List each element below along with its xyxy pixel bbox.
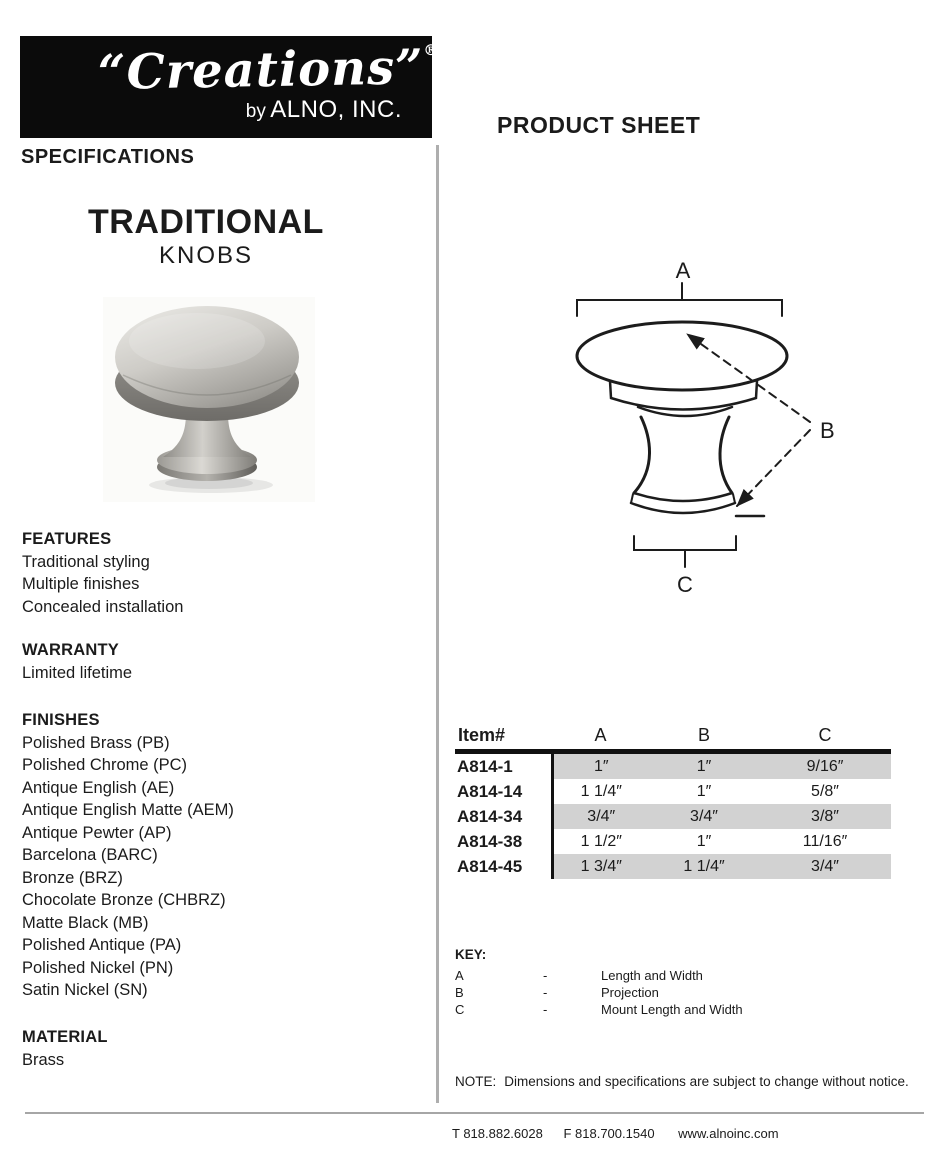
item-number-cell: A814-34 [455, 804, 552, 829]
dim-c-cell: 3/4″ [759, 854, 891, 879]
list-item: Traditional styling [22, 552, 150, 571]
section-warranty [22, 639, 424, 684]
dim-b-cell: 1″ [696, 832, 712, 850]
list-item: Antique English (AE) [22, 778, 175, 797]
item-number-cell: A814-1 [455, 752, 552, 780]
table-row [455, 752, 891, 780]
spec-table [455, 720, 891, 879]
section-finishes [22, 709, 424, 1002]
dim-b-cell: 3/4″ [649, 804, 759, 829]
key-entry-label: B [455, 985, 464, 1000]
footer-contact [452, 1126, 779, 1141]
note-text: Dimensions and specifications are subject to change without notice. [504, 1074, 909, 1089]
brand-logo-script [98, 39, 440, 101]
dimension-label-c: C [677, 572, 693, 597]
finishes-heading: FINISHES [22, 711, 100, 729]
list-item: Concealed installation [22, 597, 184, 616]
key-entry-description: Mount Length and Width [601, 1002, 743, 1017]
item-number-cell: A814-45 [455, 854, 552, 879]
material-list [22, 1049, 424, 1072]
list-item: Barcelona (BARC) [22, 846, 158, 864]
dim-c-cell: 11/16″ [802, 832, 848, 850]
key-list [455, 967, 743, 1018]
column-header-item: Item# [455, 720, 552, 752]
dim-c-cell: 5/8″ [811, 782, 839, 800]
material-heading: MATERIAL [22, 1028, 108, 1046]
warranty-heading: WARRANTY [22, 641, 119, 659]
footer-phone: T 818.882.6028 [452, 1126, 543, 1141]
brand-company-name: ALNO, INC. [270, 96, 402, 123]
dim-a-cell: 1 1/4″ [580, 782, 622, 800]
features-heading: FEATURES [22, 530, 112, 548]
key-entry [455, 967, 743, 984]
footer-website-link[interactable]: www.alnoinc.com [678, 1126, 779, 1141]
table-row [455, 854, 891, 879]
item-number-cell: A814-38 [455, 829, 552, 854]
product-type-subtitle: KNOBS [158, 242, 254, 269]
key-entry-label: C [455, 1002, 465, 1017]
key-entry-separator: - [543, 968, 548, 983]
dim-c-cell: 9/16″ [759, 752, 891, 780]
key-entry-description: Length and Width [601, 968, 703, 983]
list-item: Antique Pewter (AP) [22, 823, 172, 842]
registered-trademark-icon: ® [423, 41, 439, 60]
dim-a-cell: 1 1/2″ [580, 832, 622, 850]
brand-name: “Creations” [97, 39, 425, 101]
list-item: Bronze (BRZ) [22, 868, 123, 887]
dim-b-cell: 1″ [649, 752, 759, 780]
list-item: Polished Brass (PB) [22, 733, 170, 752]
dim-b-cell: 1 1/4″ [649, 854, 759, 879]
list-item: Satin Nickel (SN) [22, 981, 148, 999]
section-material [22, 1026, 424, 1071]
column-header-a: A [552, 720, 649, 752]
product-family-title: TRADITIONAL [88, 203, 324, 241]
vertical-divider [436, 145, 439, 1103]
key-entry-label: A [455, 968, 464, 983]
list-item: Limited lifetime [22, 663, 133, 682]
knob-dimension-drawing [548, 250, 868, 610]
list-item: Antique English Matte (AEM) [22, 801, 234, 819]
dimension-key [455, 946, 743, 1018]
key-entry [455, 1001, 743, 1018]
table-row [455, 779, 891, 804]
spec-table-body [455, 752, 891, 880]
dimension-label-a: A [675, 258, 691, 283]
dim-c-cell: 3/8″ [759, 804, 891, 829]
knob-photo-graphic [103, 297, 315, 502]
list-item: Matte Black (MB) [22, 913, 149, 932]
section-features [22, 528, 424, 618]
brand-byline [246, 96, 402, 124]
specifications-heading: SPECIFICATIONS [21, 146, 195, 168]
brand-logo [20, 36, 439, 138]
disclaimer-note [455, 1074, 909, 1089]
column-header-c: C [759, 720, 891, 752]
key-entry-separator: - [543, 1002, 548, 1017]
key-entry-description: Projection [601, 985, 659, 1000]
list-item: Polished Chrome (PC) [22, 756, 188, 774]
dim-a-cell: 1 3/4″ [552, 854, 649, 879]
table-row [455, 829, 891, 854]
key-entry [455, 984, 743, 1001]
product-sheet-heading: PRODUCT SHEET [497, 112, 701, 138]
footer-fax: F 818.700.1540 [563, 1126, 655, 1141]
item-number-cell: A814-14 [455, 779, 552, 804]
features-list [22, 551, 424, 619]
list-item: Brass [22, 1050, 65, 1069]
product-photo [103, 297, 315, 502]
table-row [455, 804, 891, 829]
product-title-block [0, 203, 412, 271]
brand-byline-by: by [245, 101, 266, 122]
list-item: Polished Antique (PA) [22, 936, 182, 954]
list-item: Multiple finishes [22, 575, 140, 593]
note-label: NOTE: [455, 1074, 497, 1089]
dim-a-cell: 1″ [552, 752, 649, 780]
technical-diagram [548, 250, 868, 610]
finishes-list [22, 732, 424, 1002]
column-header-b: B [649, 720, 759, 752]
footer-divider [25, 1112, 924, 1114]
list-item: Chocolate Bronze (CHBRZ) [22, 891, 226, 909]
warranty-list [22, 662, 424, 685]
list-item: Polished Nickel (PN) [22, 958, 174, 977]
spec-table-header-row [455, 720, 891, 752]
key-entry-separator: - [543, 985, 548, 1000]
dim-b-cell: 1″ [696, 782, 712, 800]
key-heading: KEY: [455, 947, 487, 962]
dimension-label-b: B [820, 418, 835, 443]
dim-a-cell: 3/4″ [552, 804, 649, 829]
